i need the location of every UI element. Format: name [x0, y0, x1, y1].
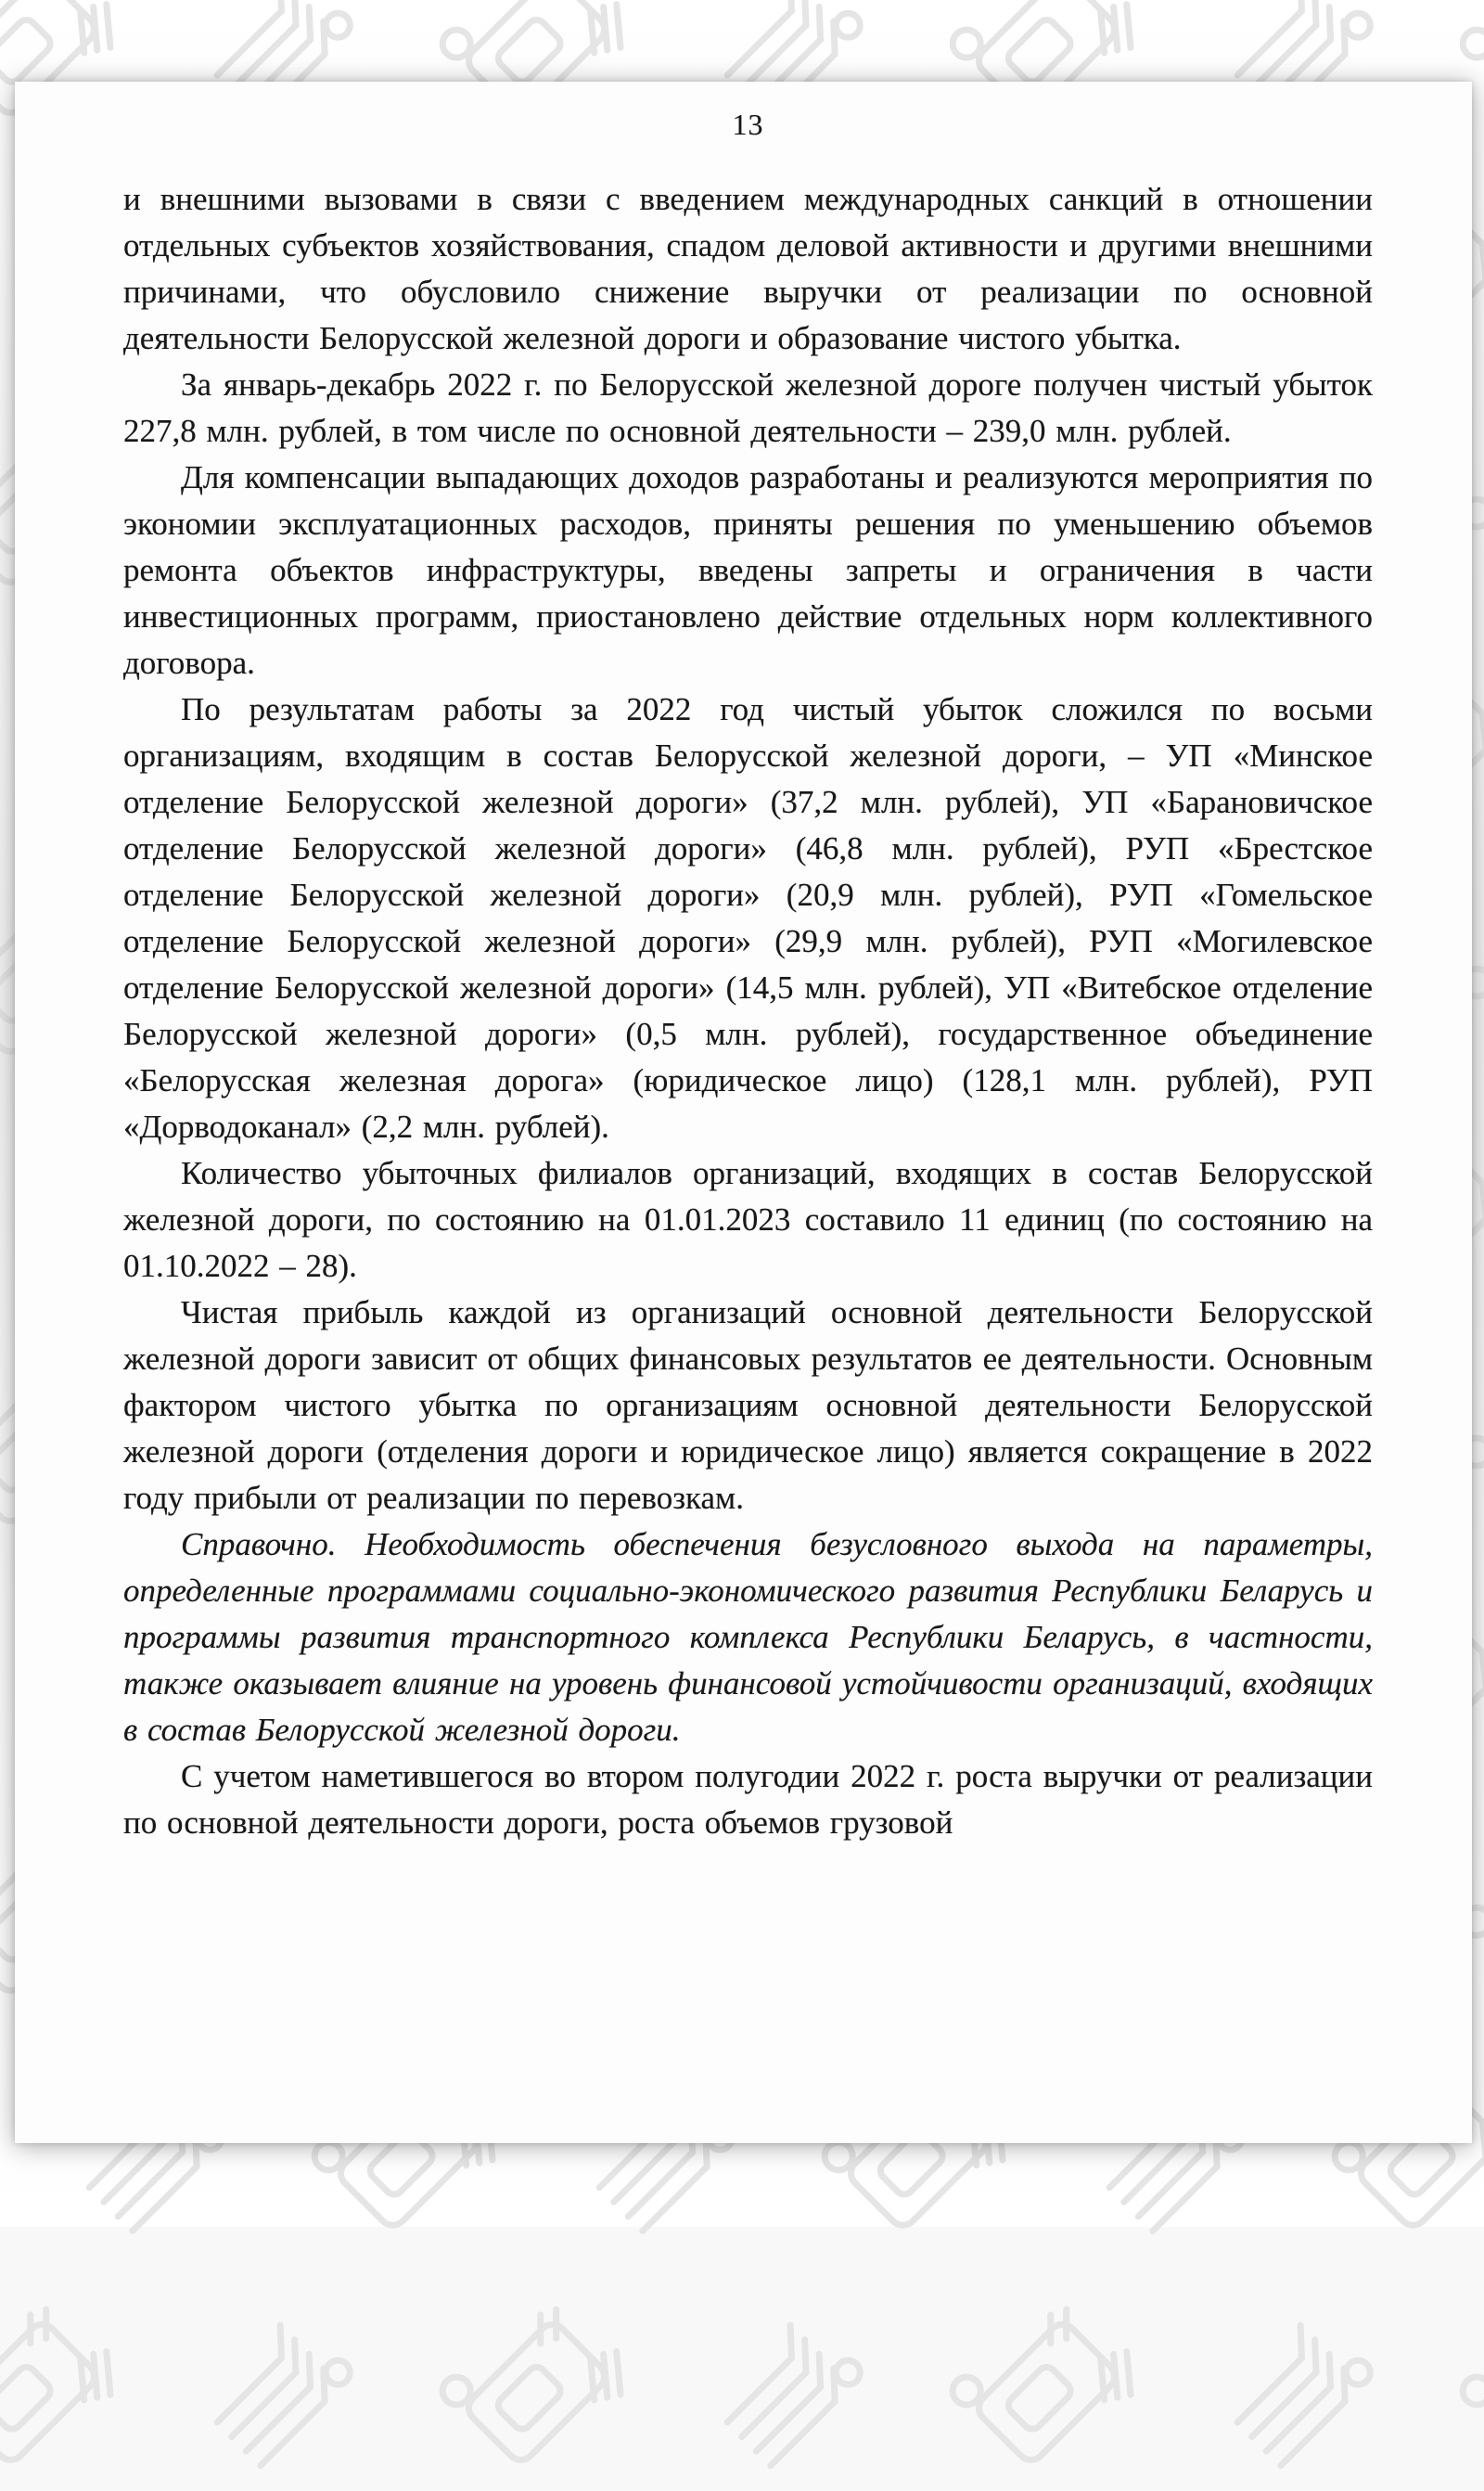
document-page: [15, 82, 1472, 2143]
stamp-pattern-icon: [1447, 2282, 1484, 2486]
stamp-pattern-icon: [427, 2282, 631, 2486]
stamp-pattern-icon: [937, 2282, 1141, 2486]
page-content: [123, 108, 1373, 1846]
paragraph: и внешними вызовами в связи с введением международных санкций в отношении отдельных субъектов хозяйствования, спадом деловой активности и другими внешними причинами, что обусловило снижение выручки от реализации по основной деятельности Белорусской железной дороги и образование чистого убытка.: [123, 181, 1373, 356]
paragraph: С учетом наметившегося во втором полугодии 2022 г. роста выручки от реализации по основной деятельности дороги, роста объемов грузовой: [123, 1758, 1373, 1841]
stamp-pattern-icon: [0, 2282, 121, 2486]
paragraph: По результатам работы за 2022 год чистый убыток сложился по восьми организациям, входящим в состав Белорусской железной дороги, – УП «Минское отделение Белорусской железной дороги» (37,2 млн. рублей), УП «Барановичское отделение Белорусской железной дороги» (46,8 млн. рублей), РУП «Брестское отделение Белорусской железной дороги» (20,9 млн. рублей), РУП «Гомельское отделение Белорусской железной дороги» (29,9 млн. рублей), РУП «Могилевское отделение Белорусской железной дороги» (14,5 млн. рублей), УП «Витебское отделение Белорусской железной дороги» (0,5 млн. рублей), государственное объединение «Белорусская железная дорога» (юридическое лицо) (128,1 млн. рублей), РУП «Дорводоканал» (2,2 млн. рублей).: [123, 691, 1373, 1145]
ribbon-pattern-icon: [682, 2282, 886, 2486]
ribbon-pattern-icon: [1192, 2282, 1396, 2486]
paragraph: За январь-декабрь 2022 г. по Белорусской железной дороге получен чистый убыток 227,8 млн. рублей, в том числе по основной деятельности – 239,0 млн. рублей.: [123, 366, 1373, 449]
paragraph: Чистая прибыль каждой из организаций основной деятельности Белорусской железной дороги зависит от общих финансовых результатов ее деятельности. Основным фактором чистого убытка по организациям основной деятельности Белорусской железной дороги (отделения дороги и юридическое лицо) является сокращение в 2022 году прибыли от реализации по перевозкам.: [123, 1294, 1373, 1516]
page-number: 13: [732, 108, 764, 141]
ribbon-pattern-icon: [172, 2282, 376, 2486]
paragraph-reference-note: Справочно. Необходимость обеспечения безусловного выхода на параметры, определенные программами социально-экономического развития Республики Беларусь и программы развития транспортного комплекса Республики Беларусь, в частности, также оказывает влияние на уровень финансовой устойчивости организаций, входящих в состав Белорусской железной дороги.: [123, 1526, 1373, 1748]
paragraph: Для компенсации выпадающих доходов разработаны и реализуются мероприятия по экономии эксплуатационных расходов, приняты решения по уменьшению объемов ремонта объектов инфраструктуры, введены запреты и ограничения в части инвестиционных программ, приостановлено действие отдельных норм коллективного договора.: [123, 459, 1373, 681]
paragraph: Количество убыточных филиалов организаций, входящих в состав Белорусской железной дороги, по состоянию на 01.01.2023 составило 11 единиц (по состоянию на 01.10.2022 – 28).: [123, 1155, 1373, 1284]
